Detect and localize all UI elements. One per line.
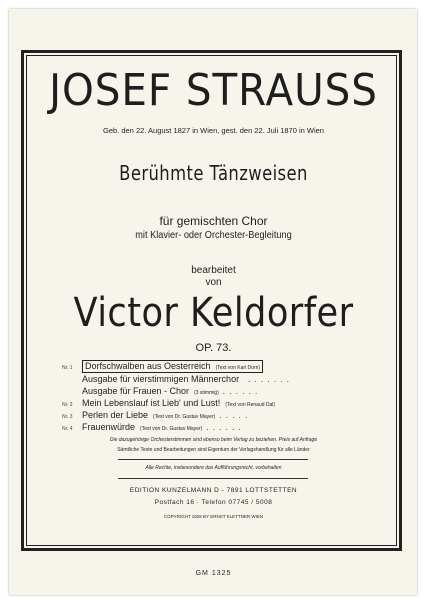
arranger-name: Victor Keldorfer [73, 290, 354, 336]
work-title: Frauenwürde [82, 422, 136, 432]
voicing-subtitle: für gemischten Chor [159, 214, 268, 228]
composer-name: JOSEF STRAUSS [49, 65, 378, 116]
leader-dots: . . . . . [219, 411, 249, 420]
work-title-box [82, 360, 263, 373]
work-title: Mein Lebenslauf ist Lieb' und Lust! [82, 398, 221, 408]
composer-dates: Geb. den 22. August 1827 in Wien, gest. den 22. Juli 1870 in Wien [103, 126, 324, 135]
work-credit: (Text von Dr. Gustav Mayer) [140, 426, 203, 432]
copyright-line: COPYRIGHT 1928 BY ERNST KLETTNER WIEN [163, 514, 264, 519]
work-title: Ausgabe für vierstimmigen Männerchor [82, 374, 240, 384]
work-number: Nr. 3 [62, 414, 73, 420]
collection-title: Berühmte Tänzweisen [119, 161, 308, 185]
work-number: Nr. 4 [62, 426, 73, 432]
accompaniment-subtitle: mit Klavier- oder Orchester-Begleitung [135, 230, 292, 241]
work-number: Nr. 1 [62, 365, 73, 371]
publisher-name: EDITION KUNZELMANN D - 7891 LOTTSTETTEN [129, 487, 298, 494]
work-title: Dorfschwalben aus Oesterreich [85, 361, 211, 371]
orchestra-note: Die dazugehörige Orchesterstimmen sind ebenso beim Verlag zu beziehen. Preis auf Anfrage [109, 437, 318, 443]
work-credit: (Text von Karl Dorn) [215, 365, 261, 371]
edition-code: GM 1325 [195, 570, 232, 577]
work-item-1a [62, 374, 290, 385]
work-credit: (Text von Renaud Dal) [225, 402, 276, 408]
work-credit: (Text von Dr. Gustav Mayer) [153, 414, 216, 420]
work-item-1b [62, 386, 258, 397]
divider [118, 478, 308, 479]
arranged-label: bearbeitet [191, 265, 236, 276]
work-item-1 [62, 360, 263, 373]
rights-note: Alle Rechte, insbesondere das Aufführungsrecht, vorbehalten [145, 465, 282, 471]
ownership-note: Sämtliche Texte und Bearbeitungen sind Eigentum der Verlagshandlung für alle Länder [117, 447, 310, 453]
work-item-4 [62, 422, 242, 433]
leader-dots: . . . . . . [222, 387, 259, 396]
work-title: Ausgabe für Frauen - Chor [82, 386, 190, 396]
work-item-3 [62, 410, 248, 421]
work-credit: (3 stimmig) [194, 390, 219, 396]
work-title: Perlen der Liebe [82, 410, 149, 420]
work-number: Nr. 2 [62, 402, 73, 408]
leader-dots: . . . . . . [206, 423, 242, 432]
publisher-address: Postfach 16 · Telefon 07745 / 5008 [154, 499, 273, 506]
work-item-2 [62, 398, 279, 409]
leader-dots: . . . . . . . [248, 375, 290, 384]
divider [118, 459, 308, 460]
opus-number: OP. 73. [195, 342, 232, 354]
by-label: von [205, 277, 222, 288]
